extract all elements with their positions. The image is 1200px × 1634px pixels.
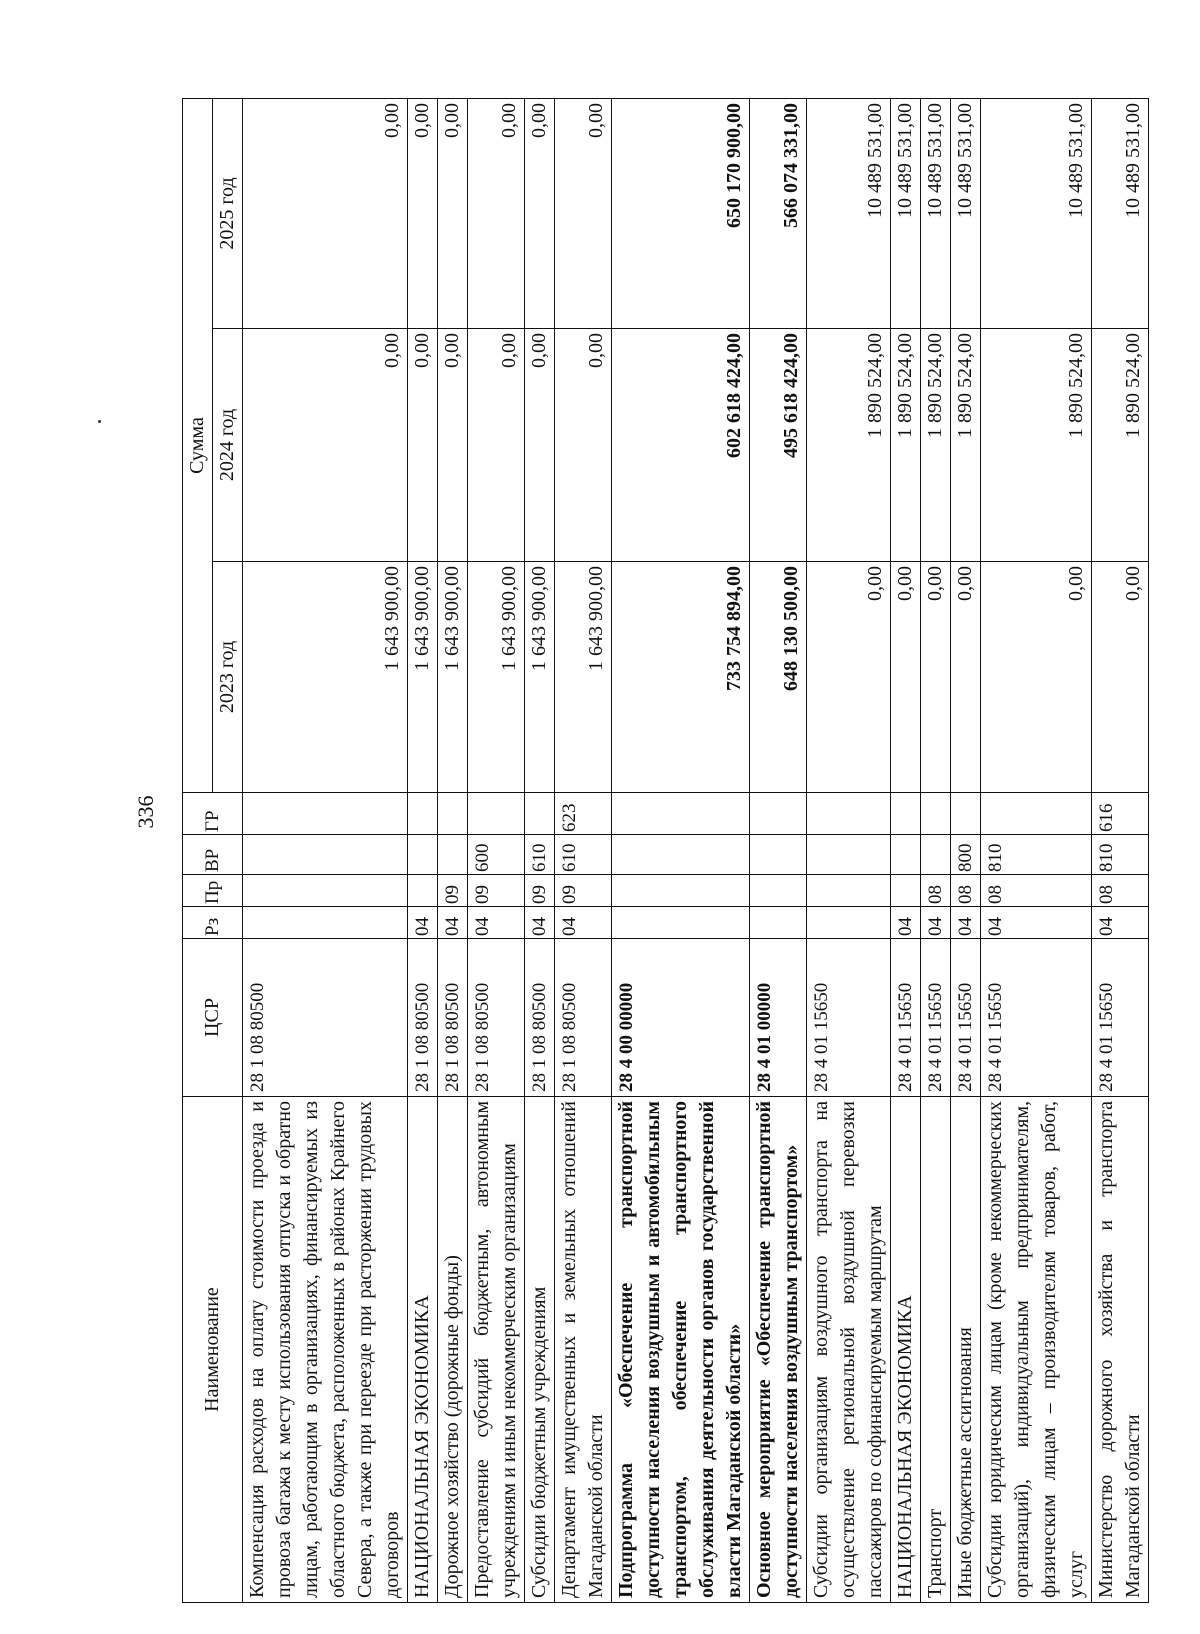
table-row (921, 98, 951, 1602)
row-pr: 09 (555, 875, 612, 907)
row-rz (750, 907, 807, 939)
row-vr (750, 835, 807, 875)
row-sum-2024: 0,00 (555, 329, 612, 562)
row-sum-2023: 0,00 (981, 562, 1092, 793)
row-name: Компенсация расходов на оплату стоимости проезда и провоза багажа к месту использования отпуска и обратно лицам, работающим в организациях, финансируемых из областного бюджета, расположенных в районах Крайнего Севера, а также при переезде при расторжении трудовых договоров (243, 1097, 408, 1603)
table-row (807, 98, 891, 1602)
row-name: Субсидии организациям воздушного транспорта на осуществление региональной воздушной перевозки пассажиров по софинансируемым маршрутам (807, 1097, 891, 1603)
row-name: Транспорт (921, 1097, 951, 1603)
row-sum-2024: 1 890 524,00 (951, 329, 981, 562)
row-sum-2025: 0,00 (243, 98, 408, 328)
budget-table (182, 98, 1149, 1603)
row-sum-2023: 0,00 (891, 562, 921, 793)
row-rz: 04 (951, 907, 981, 939)
row-vr: 610 (555, 835, 612, 875)
row-csr: 28 4 01 15650 (921, 939, 951, 1097)
row-rz: 04 (468, 907, 525, 939)
row-pr (612, 875, 750, 907)
rotated-table-frame (182, 99, 1144, 1603)
row-sum-2023: 733 754 894,00 (612, 562, 750, 793)
col-header-pr: Пр (183, 875, 243, 907)
row-rz: 04 (525, 907, 555, 939)
row-gr (612, 793, 750, 835)
col-header-2024: 2024 год (213, 329, 243, 562)
row-vr (807, 835, 891, 875)
row-csr: 28 4 01 15650 (891, 939, 921, 1097)
row-rz: 04 (981, 907, 1092, 939)
table-row (1092, 98, 1149, 1602)
col-header-sum: Сумма (183, 98, 213, 792)
table-row (408, 98, 438, 1602)
row-sum-2025: 10 489 531,00 (921, 98, 951, 328)
row-sum-2025: 0,00 (555, 98, 612, 328)
row-gr (891, 793, 921, 835)
row-gr (807, 793, 891, 835)
row-csr: 28 4 01 00000 (750, 939, 807, 1097)
row-vr: 800 (951, 835, 981, 875)
row-csr: 28 1 08 80500 (525, 939, 555, 1097)
row-sum-2024: 602 618 424,00 (612, 329, 750, 562)
row-csr: 28 1 08 80500 (468, 939, 525, 1097)
row-csr: 28 4 01 15650 (981, 939, 1092, 1097)
table-row (951, 98, 981, 1602)
row-gr (525, 793, 555, 835)
page-number: 336 (133, 795, 158, 829)
row-name: Департамент имущественных и земельных отношений Магаданской области (555, 1097, 612, 1603)
col-header-vr: ВР (183, 835, 243, 875)
row-name: НАЦИОНАЛЬНАЯ ЭКОНОМИКА (891, 1097, 921, 1603)
row-gr (750, 793, 807, 835)
row-sum-2023: 0,00 (1092, 562, 1149, 793)
table-row (891, 98, 921, 1602)
row-csr: 28 1 08 80500 (408, 939, 438, 1097)
table-row (555, 98, 612, 1602)
col-header-name: Наименование (183, 1097, 243, 1603)
row-vr (921, 835, 951, 875)
table-row (438, 98, 468, 1602)
row-sum-2025: 566 074 331,00 (750, 98, 807, 328)
row-sum-2023: 648 130 500,00 (750, 562, 807, 793)
row-gr (951, 793, 981, 835)
row-sum-2024: 0,00 (438, 329, 468, 562)
row-name: Субсидии юридическим лицам (кроме некоммерческих организаций), индивидуальным предпринимателям, физическим лицам – производителям товаров, работ, услуг (981, 1097, 1092, 1603)
row-sum-2023: 0,00 (921, 562, 951, 793)
row-name: Министерство дорожного хозяйства и транспорта Магаданской области (1092, 1097, 1149, 1603)
row-vr (891, 835, 921, 875)
row-sum-2024: 1 890 524,00 (807, 329, 891, 562)
row-sum-2024: 0,00 (243, 329, 408, 562)
row-sum-2023: 1 643 900,00 (438, 562, 468, 793)
table-row (750, 98, 807, 1602)
table-row (525, 98, 555, 1602)
row-vr: 810 (1092, 835, 1149, 875)
row-sum-2024: 0,00 (468, 329, 525, 562)
row-sum-2023: 1 643 900,00 (555, 562, 612, 793)
table-row (981, 98, 1092, 1602)
row-gr (408, 793, 438, 835)
row-name: Подпрограмма «Обеспечение транспортной доступности населения воздушным и автомобильным транспортом, обеспечение транспортного обслуживания деятельности органов государственной власти Магаданской области» (612, 1097, 750, 1603)
row-pr: 08 (951, 875, 981, 907)
row-sum-2023: 1 643 900,00 (525, 562, 555, 793)
row-sum-2025: 10 489 531,00 (891, 98, 921, 328)
row-rz (612, 907, 750, 939)
row-sum-2025: 0,00 (468, 98, 525, 328)
row-sum-2024: 495 618 424,00 (750, 329, 807, 562)
col-header-csr: ЦСР (183, 939, 243, 1097)
row-rz: 04 (921, 907, 951, 939)
row-gr: 616 (1092, 793, 1149, 835)
table-row (468, 98, 525, 1602)
row-csr: 28 1 08 80500 (243, 939, 408, 1097)
table-body (243, 98, 1149, 1602)
col-header-2023: 2023 год (213, 562, 243, 793)
row-sum-2023: 1 643 900,00 (468, 562, 525, 793)
row-vr (612, 835, 750, 875)
row-vr (243, 835, 408, 875)
row-name: Дорожное хозяйство (дорожные фонды) (438, 1097, 468, 1603)
row-sum-2025: 0,00 (408, 98, 438, 328)
row-gr (981, 793, 1092, 835)
row-sum-2025: 0,00 (438, 98, 468, 328)
row-name: Иные бюджетные ассигнования (951, 1097, 981, 1603)
table-row (243, 98, 408, 1602)
row-pr: 09 (468, 875, 525, 907)
row-rz: 04 (891, 907, 921, 939)
row-vr: 600 (468, 835, 525, 875)
row-name: Основное мероприятие «Обеспечение транспортной доступности населения воздушным транспортом» (750, 1097, 807, 1603)
row-sum-2024: 0,00 (408, 329, 438, 562)
row-sum-2025: 10 489 531,00 (981, 98, 1092, 328)
row-vr: 610 (525, 835, 555, 875)
row-pr: 09 (525, 875, 555, 907)
row-gr (921, 793, 951, 835)
row-gr: 623 (555, 793, 612, 835)
row-sum-2024: 1 890 524,00 (1092, 329, 1149, 562)
col-header-rz: Рз (183, 907, 243, 939)
row-pr (807, 875, 891, 907)
row-pr (408, 875, 438, 907)
row-sum-2023: 1 643 900,00 (243, 562, 408, 793)
row-name: Субсидии бюджетным учреждениям (525, 1097, 555, 1603)
row-rz: 04 (555, 907, 612, 939)
row-rz: 04 (438, 907, 468, 939)
row-name: НАЦИОНАЛЬНАЯ ЭКОНОМИКА (408, 1097, 438, 1603)
row-sum-2025: 10 489 531,00 (951, 98, 981, 328)
row-pr (243, 875, 408, 907)
row-sum-2023: 0,00 (951, 562, 981, 793)
row-gr (243, 793, 408, 835)
row-csr: 28 1 08 80500 (438, 939, 468, 1097)
table-row (612, 98, 750, 1602)
row-sum-2023: 1 643 900,00 (408, 562, 438, 793)
col-header-2025: 2025 год (213, 98, 243, 328)
row-pr: 08 (981, 875, 1092, 907)
row-csr: 28 1 08 80500 (555, 939, 612, 1097)
row-rz: 04 (408, 907, 438, 939)
row-sum-2025: 10 489 531,00 (807, 98, 891, 328)
row-rz (243, 907, 408, 939)
row-csr: 28 4 00 00000 (612, 939, 750, 1097)
row-sum-2023: 0,00 (807, 562, 891, 793)
row-rz (807, 907, 891, 939)
row-sum-2024: 1 890 524,00 (981, 329, 1092, 562)
row-rz: 04 (1092, 907, 1149, 939)
row-pr (891, 875, 921, 907)
row-sum-2024: 0,00 (525, 329, 555, 562)
row-pr: 08 (1092, 875, 1149, 907)
row-sum-2025: 0,00 (525, 98, 555, 328)
row-vr: 810 (981, 835, 1092, 875)
col-header-gr: ГР (183, 793, 243, 835)
row-sum-2025: 10 489 531,00 (1092, 98, 1149, 328)
row-sum-2025: 650 170 900,00 (612, 98, 750, 328)
row-pr: 08 (921, 875, 951, 907)
row-gr (468, 793, 525, 835)
row-pr: 09 (438, 875, 468, 907)
row-sum-2024: 1 890 524,00 (921, 329, 951, 562)
row-sum-2024: 1 890 524,00 (891, 329, 921, 562)
row-pr (750, 875, 807, 907)
row-vr (408, 835, 438, 875)
row-csr: 28 4 01 15650 (807, 939, 891, 1097)
row-csr: 28 4 01 15650 (1092, 939, 1149, 1097)
scan-speck (98, 420, 101, 423)
row-csr: 28 4 01 15650 (951, 939, 981, 1097)
row-gr (438, 793, 468, 835)
row-name: Предоставление субсидий бюджетным, автономным учреждениям и иным некоммерческим организациям (468, 1097, 525, 1603)
row-vr (438, 835, 468, 875)
